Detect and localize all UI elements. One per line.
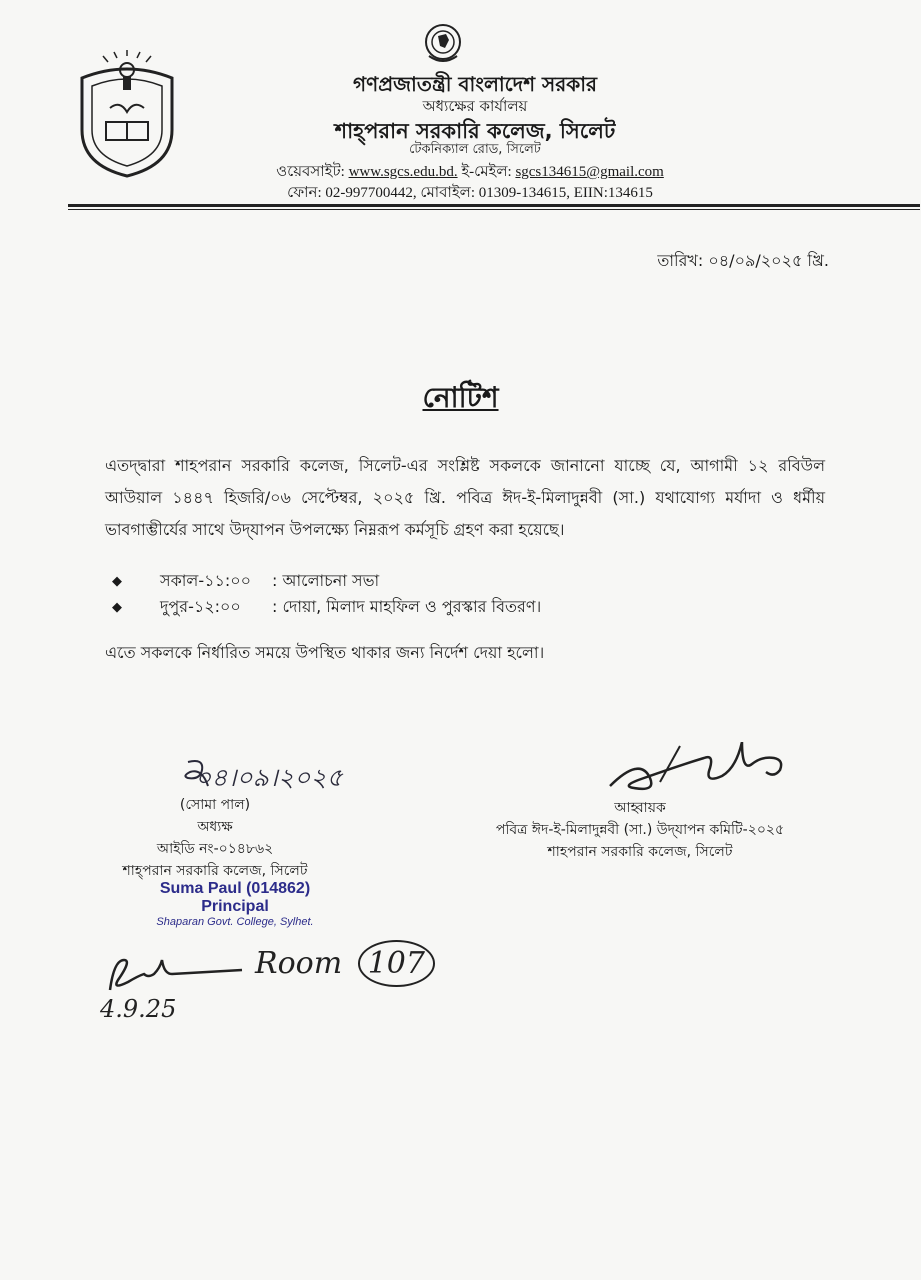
room-label: Room: [255, 946, 343, 981]
convener-signature-block: [430, 797, 850, 863]
principal-designation: অধ্যক্ষ: [197, 819, 233, 835]
header-college: শাহ্‌পরান সরকারি কলেজ, সিলেট: [334, 119, 616, 143]
principal-stamp: [120, 880, 350, 928]
stamp-role: Principal: [201, 898, 269, 915]
convener-designation: আহ্বায়ক: [614, 800, 666, 816]
room-number: 107: [358, 940, 435, 987]
handwritten-room-note: [255, 940, 435, 987]
header-office: অধ্যক্ষের কার্যালয়: [422, 97, 528, 115]
convener-college: শাহপরান সরকারি কলেজ, সিলেট: [547, 844, 733, 860]
email-label: ই-মেইল:: [461, 164, 512, 180]
convener-committee: পবিত্র ঈদ-ই-মিলাদুন্নবী (সা.) উদ্‌যাপন কমিটি-২০২৫: [495, 822, 785, 838]
diamond-bullet-icon: ◆: [112, 599, 122, 615]
header-divider-thick: [68, 204, 920, 207]
notice-body: এতদ্দ্বারা শাহপরান সরকারি কলেজ, সিলেট-এর সংশ্লিষ্ট সকলকে জানানো যাচ্ছে যে, আগামী ১২ রবিউল আউয়াল ১৪৪৭ হিজরি/০৬ সেপ্টেম্বর, ২০২৫ খ্রি. পবিত্র ঈদ-ই-মিলাদুন্নবী (সা.) যথাযোগ্য মর্যাদা ও ধর্মীয় ভাবগাম্ভীর্যের সাথে উদ্‌যাপন উপলক্ষ্যে নিম্নরূপ কর্মসূচি গ্রহণ করা হয়েছে।: [105, 456, 825, 539]
diamond-bullet-icon: ◆: [112, 573, 122, 589]
website-link[interactable]: www.sgcs.edu.bd.: [348, 164, 458, 180]
principal-handwritten-date: ০৪।০৯।২০২৫: [195, 763, 343, 792]
college-seal-logo: [72, 50, 182, 178]
schedule-time: দুপুর-১২:০০: [160, 596, 241, 616]
header-contact: ফোন: 02-997700442, মোবাইল: 01309-134615, EIIN:134615: [287, 185, 653, 201]
handwritten-initials: [100, 950, 250, 1000]
list-item: [112, 568, 832, 594]
schedule-activity: : আলোচনা সভা: [272, 570, 380, 590]
list-item: [112, 594, 832, 620]
stamp-name: Suma Paul (014862): [159, 880, 311, 897]
email-link[interactable]: sgcs134615@gmail.com: [515, 164, 664, 180]
notice-closing: এতে সকলকে নির্ধারিত সময়ে উপস্থিত থাকার জন্য নির্দেশ দেয়া হলো।: [105, 643, 545, 662]
notice-title: নোটিশ: [422, 381, 499, 414]
principal-college: শাহ্‌পরান সরকারি কলেজ, সিলেট: [122, 863, 308, 879]
stamp-college: Shaparan Govt. College, Sylhet.: [156, 916, 314, 928]
schedule-list: [112, 568, 832, 620]
convener-signature-mark: [600, 742, 815, 802]
header-government: গণপ্রজাতন্ত্রী বাংলাদেশ সরকার: [353, 72, 597, 96]
header-address: টেকনিক্যাল রোড, সিলেট: [409, 142, 541, 157]
government-emblem-logo: [423, 20, 463, 66]
principal-signature-block: [90, 794, 340, 882]
principal-name: (সোমা পাল): [179, 797, 251, 813]
handwritten-note-date: 4.9.25: [100, 995, 177, 1023]
header-divider-thin: [68, 209, 920, 210]
principal-id: আইডি নং-০১৪৮৬২: [156, 841, 274, 857]
schedule-time: সকাল-১১:০০: [160, 570, 252, 590]
notice-date: তারিখ: ০৪/০৯/২০২৫ খ্রি.: [657, 251, 829, 270]
schedule-activity: : দোয়া, মিলাদ মাহফিল ও পুরস্কার বিতরণ।: [272, 596, 542, 616]
website-label: ওয়েবসাইট:: [276, 164, 345, 180]
